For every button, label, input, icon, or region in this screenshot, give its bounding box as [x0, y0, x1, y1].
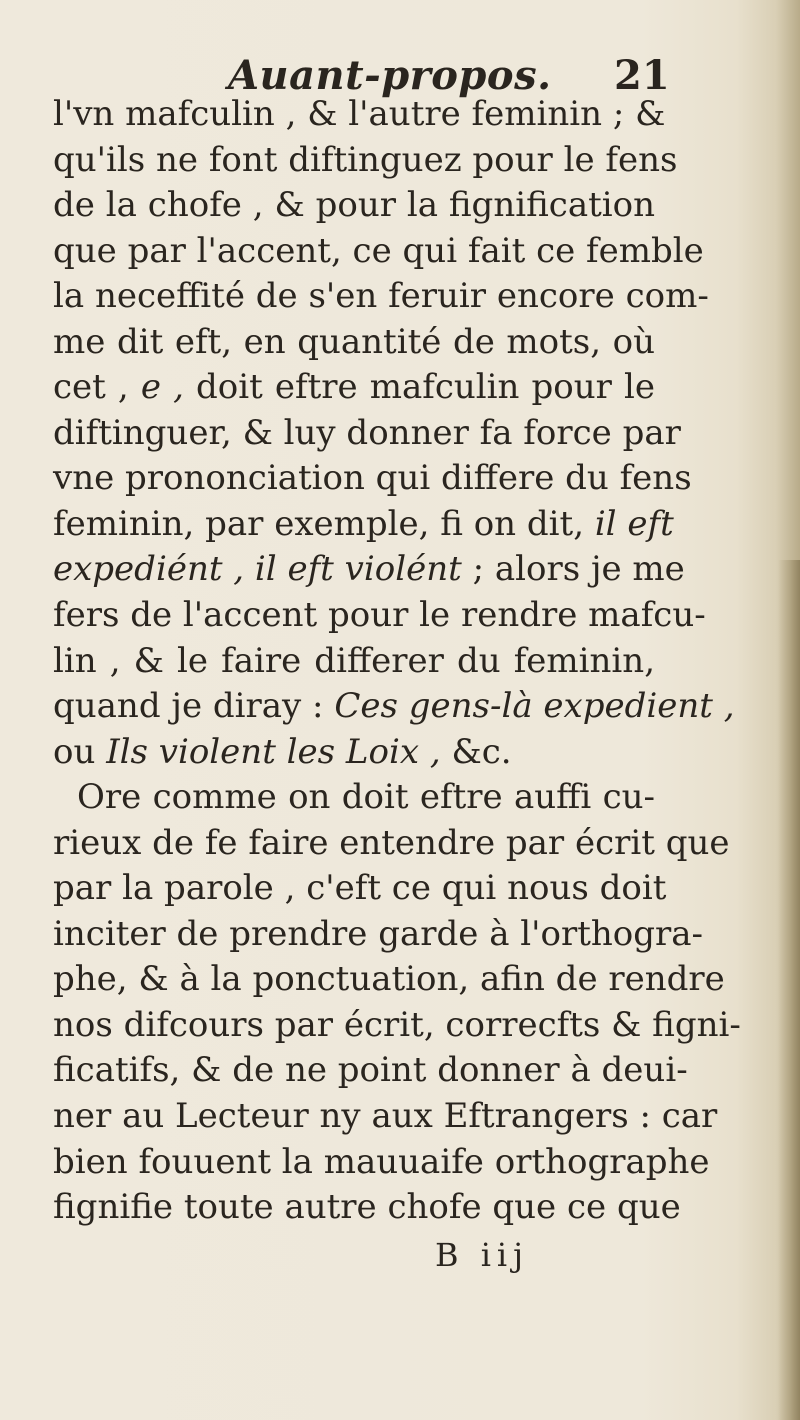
- italic-text-run: e ,: [140, 367, 184, 408]
- text-line: que par l'accent, ce qui fait ce femble: [53, 230, 704, 271]
- text-line: [53, 365, 655, 411]
- text-run: cet ,: [53, 367, 141, 408]
- text-line: me dit eft, en quantité de mots, où: [53, 321, 655, 362]
- text-line: bien fouuent la mauuaife orthographe: [53, 1141, 710, 1182]
- text-line: ficatifs, & de ne point donner à deui-: [53, 1050, 688, 1091]
- text-run: ou: [53, 731, 107, 772]
- text-line: la neceffité de s'en feruir encore com-: [53, 276, 709, 317]
- text-line: l'vn mafculin , & l'autre feminin ; &: [53, 94, 666, 134]
- text-line: inciter de prendre garde à l'orthogra-: [53, 913, 704, 954]
- page-edge-shadow: [778, 560, 800, 1420]
- text-line: par la parole , c'eft ce qui nous doit: [53, 868, 667, 909]
- text-run: &c.: [440, 731, 512, 772]
- text-line: phe, & à la ponctuation, afin de rendre: [53, 959, 725, 1000]
- signature-mark: B iij: [435, 1236, 530, 1274]
- text-line: [53, 547, 685, 593]
- text-line: vne prononciation qui differe du fens: [53, 458, 692, 499]
- italic-text-run: Ces gens-là expedient ,: [334, 686, 735, 727]
- text-line: Ore comme on doit eftre auffi cu-: [77, 777, 655, 818]
- text-line: rieux de fe faire entendre par écrit que: [53, 822, 730, 863]
- text-run: feminin, par exemple, fi on dit,: [53, 503, 595, 544]
- running-title: Auant-propos.: [228, 52, 552, 99]
- text-line: lin , & le faire differer du feminin,: [53, 640, 655, 681]
- page-header: [0, 48, 800, 98]
- text-line: diftinguer, & luy donner fa force par: [53, 412, 681, 453]
- text-run: ; alors je me: [461, 549, 685, 590]
- italic-text-run: il eft: [594, 503, 674, 544]
- text-line: [53, 730, 655, 776]
- italic-text-run: expediént , il eft violént: [53, 549, 462, 590]
- text-line: de la chofe , & pour la fignification: [53, 185, 655, 226]
- text-line: [53, 684, 735, 730]
- italic-text-run: Ils violent les Loix ,: [106, 731, 441, 772]
- text-line: ner au Lecteur ny aux Eftrangers : car: [53, 1096, 718, 1137]
- body-text: [53, 92, 741, 1231]
- text-run: doit eftre mafculin pour le: [183, 367, 655, 408]
- text-line: fers de l'accent pour le rendre mafcu-: [53, 595, 706, 636]
- text-line: nos difcours par écrit, correcfts & figni-: [53, 1004, 741, 1045]
- page-number: 21: [614, 52, 670, 99]
- text-line: [53, 502, 674, 548]
- text-run: quand je diray :: [53, 686, 335, 727]
- text-line: fignifie toute autre chofe que ce que: [53, 1187, 681, 1228]
- text-line: qu'ils ne font diftinguez pour le fens: [53, 139, 678, 180]
